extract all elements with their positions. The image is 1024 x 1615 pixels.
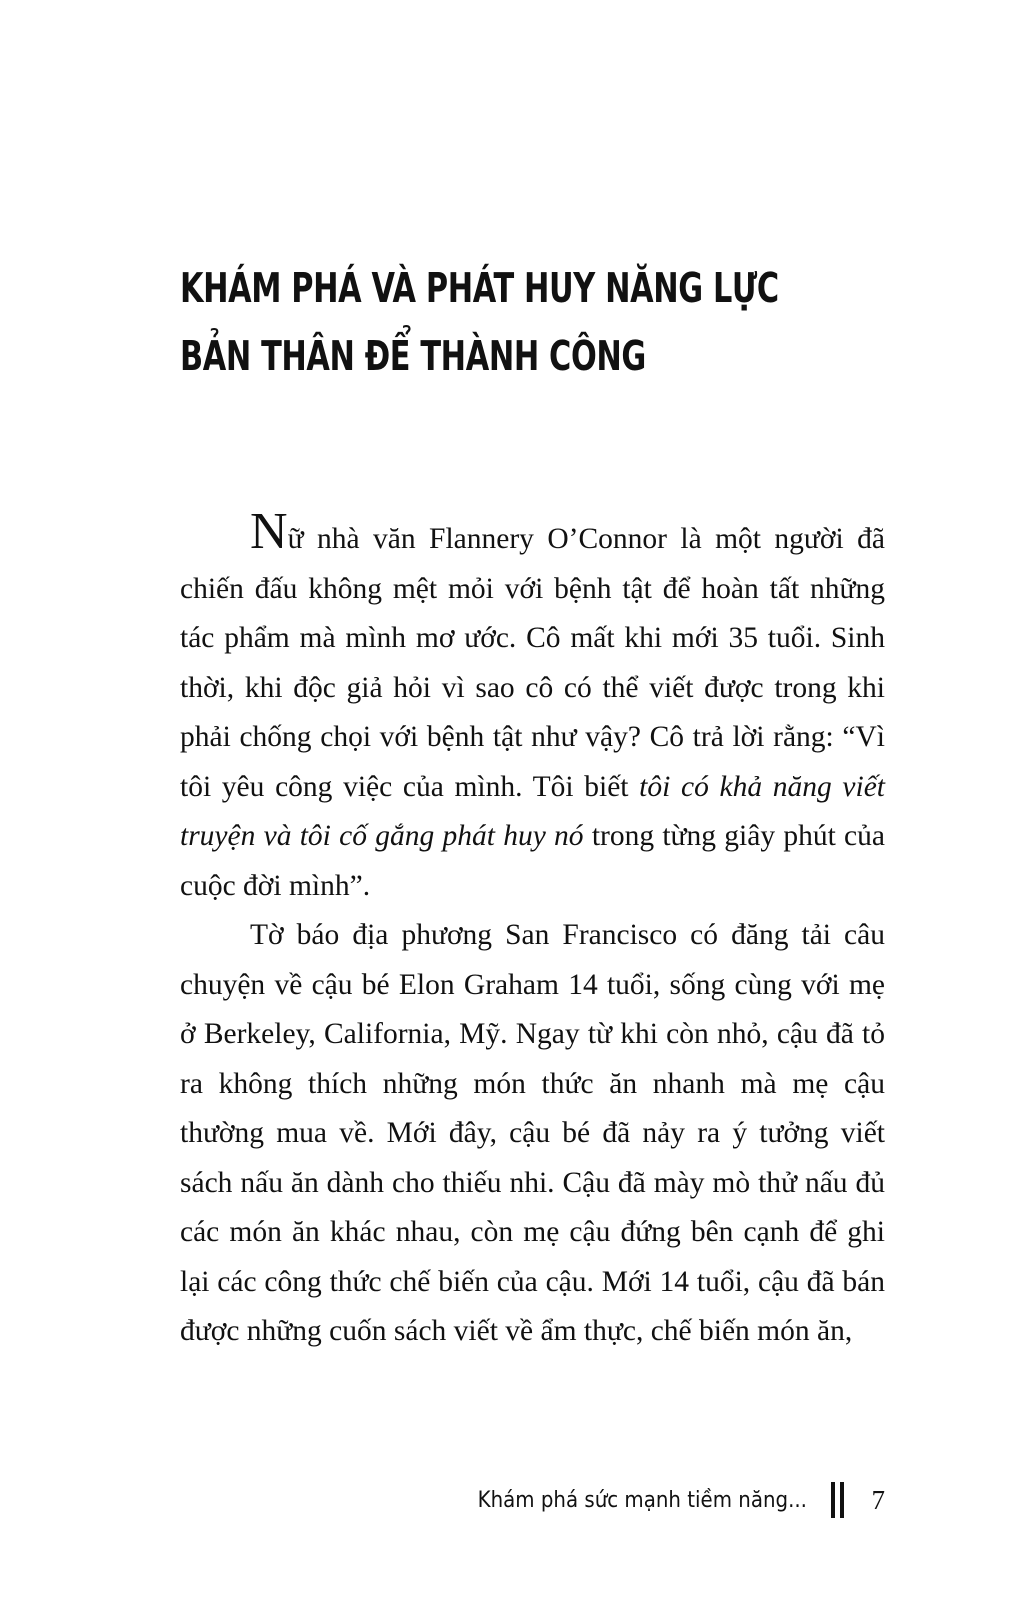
footer-divider-bar [831,1482,835,1518]
chapter-title-line-1: KHÁM PHÁ VÀ PHÁT HUY NĂNG LỰC [180,264,779,312]
running-footer [180,1478,885,1522]
drop-cap: N [250,503,288,560]
chapter-title [180,254,779,390]
chapter-title-line-2: BẢN THÂN ĐỂ THÀNH CÔNG [180,332,646,380]
paragraph-1-text-b: trong từng giây phút của cuộc đời mình”. [180,820,885,902]
footer-divider [831,1482,844,1518]
footer-divider-bar [840,1482,844,1518]
page-number: 7 [871,1484,885,1515]
paragraph-1 [180,503,885,911]
paragraph-1-text-a: ữ nhà văn Flannery O’Connor là một người đã chiến đấu không mệt mỏi với bệnh tật để hoàn tất những tác phẩm mà mình mơ ước. Cô mất khi mới 35 tuổi. Sinh thời, khi độc giả hỏi vì sao cô có thể viết được trong khi phải chống chọi với bệnh tật như vậy? Cô trả lời rằng: “Vì tôi yêu công việc của mình. Tôi biết [180,523,885,803]
paragraph-1-italic-quote: tôi có khả năng viết truyện và tôi cố gắng phát huy nó [180,770,885,852]
running-title: Khám phá sức mạnh tiềm năng... [477,1487,807,1513]
body-text [180,503,885,1357]
paragraph-2: Tờ báo địa phương San Francisco có đăng tải câu chuyện về cậu bé Elon Graham 14 tuổi, sống cùng với mẹ ở Berkeley, California, Mỹ. Ngay từ khi còn nhỏ, cậu đã tỏ ra không thích những món thức ăn nhanh mà mẹ cậu thường mua về. Mới đây, cậu bé đã nảy ra ý tưởng viết sách nấu ăn dành cho thiếu nhi. Cậu đã mày mò thử nấu đủ các món ăn khác nhau, còn mẹ cậu đứng bên cạnh để ghi lại các công thức chế biến của cậu. Mới 14 tuổi, cậu đã bán được những cuốn sách viết về ẩm thực, chế biến món ăn, [180,919,885,1347]
